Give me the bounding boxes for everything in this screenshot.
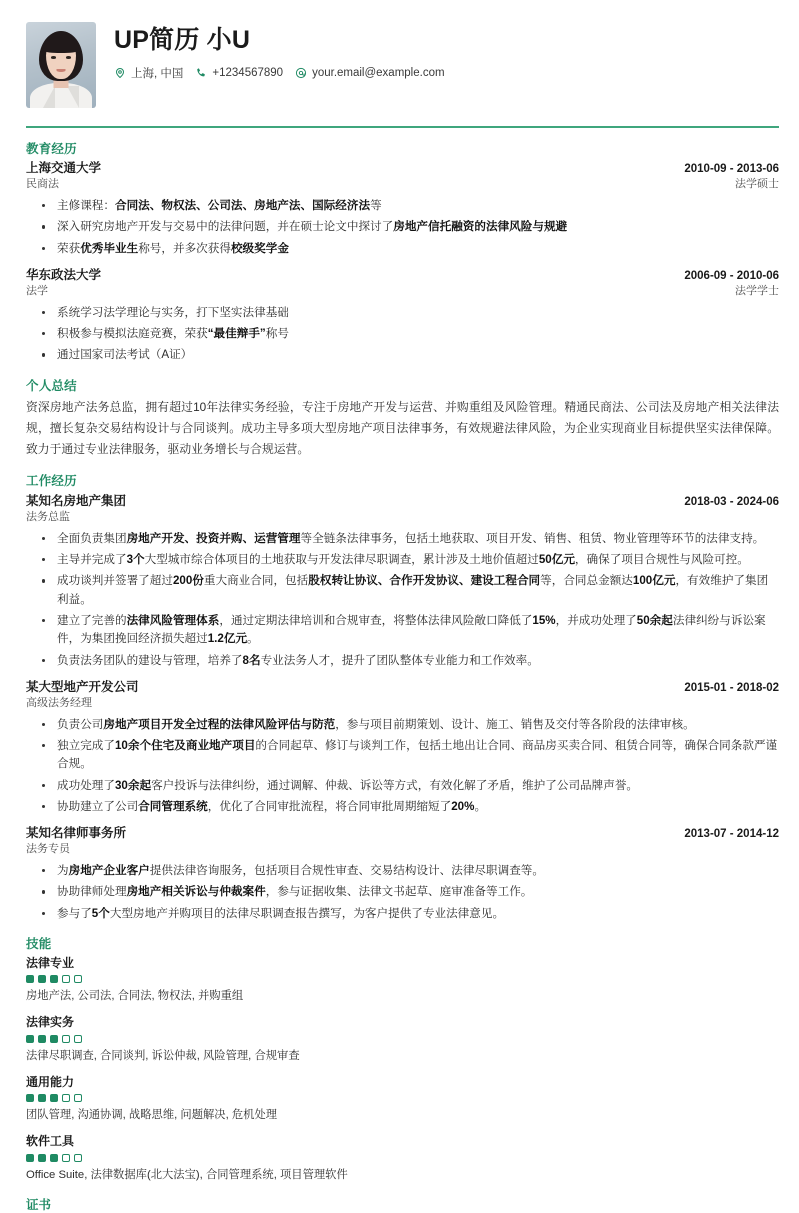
skill-dot-filled <box>38 1035 46 1043</box>
skill-items: Office Suite, 法律数据库(北大法宝), 合同管理系统, 项目管理软件 <box>26 1168 348 1181</box>
contact-list <box>114 65 445 81</box>
skill-name: 软件工具 <box>26 1134 75 1149</box>
skill-dot-empty <box>74 1154 82 1162</box>
entry-bullet-list <box>26 862 779 923</box>
entry-role: 法务总监 <box>26 510 70 523</box>
bullet-item: 通过国家司法考试（A证） <box>26 346 779 364</box>
entry-subheader <box>26 177 779 192</box>
entry-organization: 某知名房地产集团 <box>26 493 127 508</box>
resume-entry <box>26 679 779 816</box>
section-title-experience: 工作经历 <box>26 474 77 489</box>
avatar-lapel-right <box>67 86 79 108</box>
bullet-item: 建立了完善的法律风险管理体系，通过定期法律培训和合规审查，将整体法律风险敞口降低了15%，并成功处理了50余起法律纠纷与诉讼案件，为集团挽回经济损失超过1.2亿元。 <box>26 612 779 649</box>
avatar-eye-left <box>51 56 56 59</box>
skill-dot-filled <box>26 1035 34 1043</box>
skill-name: 通用能力 <box>26 1074 75 1089</box>
bullet-item: 深入研究房地产开发与交易中的法律问题，并在硕士论文中探讨了房地产信托融资的法律风险与规避 <box>26 218 779 236</box>
skill-dot-filled <box>50 1035 58 1043</box>
email-at-icon <box>295 67 307 79</box>
education-entries <box>26 160 779 364</box>
location-pin-icon <box>114 67 126 79</box>
bullet-item: 参与了5个大型房地产并购项目的法律尽职调查报告撰写，为客户提供了专业法律意见。 <box>26 905 779 923</box>
bullet-item: 系统学习法学理论与实务，打下坚实法律基础 <box>26 304 779 322</box>
skill-name: 法律专业 <box>26 955 75 970</box>
skill-entry <box>26 1134 779 1184</box>
skill-dot-filled <box>50 975 58 983</box>
skill-dot-filled <box>38 1094 46 1102</box>
resume-entry <box>26 267 779 365</box>
entry-degree: 法学学士 <box>735 284 779 297</box>
skill-dot-filled <box>26 975 34 983</box>
avatar-eye-right <box>66 56 71 59</box>
skill-items: 法律尽职调查, 合同谈判, 诉讼仲裁, 风险管理, 合规审查 <box>26 1049 300 1062</box>
phone-icon <box>195 67 207 79</box>
skill-dot-filled <box>26 1154 34 1162</box>
contact-location-value: 上海, 中国 <box>131 68 184 80</box>
bullet-item: 主导并完成了3个大型城市综合体项目的土地获取与开发法律尽职调查，累计涉及土地价值超过50亿元，确保了项目合规性与风险可控。 <box>26 551 779 569</box>
entry-period: 2018-03 - 2024-06 <box>684 495 779 508</box>
entry-subheader <box>26 510 779 525</box>
skill-entries <box>26 956 779 1184</box>
section-summary <box>26 379 779 461</box>
skill-dot-empty <box>74 1094 82 1102</box>
bullet-item: 主修课程：合同法、物权法、公司法、房地产法、国际经济法等 <box>26 197 779 215</box>
resume-header <box>26 22 779 126</box>
avatar-mouth <box>57 69 66 72</box>
skill-dot-filled <box>50 1154 58 1162</box>
bullet-item: 全面负责集团房地产开发、投资并购、运营管理等全链条法律事务，包括土地获取、项目开发、销售、租赁、物业管理等环节的法律支持。 <box>26 530 779 548</box>
section-experience <box>26 474 779 923</box>
avatar <box>26 22 96 108</box>
bullet-item: 积极参与模拟法庭竞赛，荣获“最佳辩手”称号 <box>26 325 779 343</box>
entry-period: 2006-09 - 2010-06 <box>684 269 779 282</box>
entry-period: 2015-01 - 2018-02 <box>684 681 779 694</box>
section-title-skills: 技能 <box>26 936 52 951</box>
section-skills <box>26 937 779 1184</box>
skill-dot-filled <box>26 1094 34 1102</box>
contact-email <box>295 67 444 79</box>
header-text-block <box>114 22 445 81</box>
entry-degree: 法学硕士 <box>735 178 779 191</box>
entry-bullet-list <box>26 304 779 365</box>
contact-email-value: your.email@example.com <box>312 67 445 79</box>
bullet-item: 协助建立了公司合同管理系统，优化了合同审批流程，将合同审批周期缩短了20%。 <box>26 798 779 816</box>
entry-bullet-list <box>26 716 779 817</box>
skill-entry <box>26 1015 779 1065</box>
skill-level-meter <box>26 1035 779 1043</box>
bullet-item: 独立完成了10余个住宅及商业地产项目的合同起草、修订与谈判工作，包括土地出让合同、商品房买卖合同、租赁合同等，确保合同条款严谨合规。 <box>26 737 779 774</box>
skill-dot-empty <box>62 975 70 983</box>
skill-items: 团队管理, 沟通协调, 战略思维, 问题解决, 危机处理 <box>26 1109 278 1122</box>
avatar-lapel-left <box>43 86 55 108</box>
entry-role: 民商法 <box>26 178 59 191</box>
entry-period: 2010-09 - 2013-06 <box>684 163 779 176</box>
section-education <box>26 142 779 365</box>
bullet-item: 成功处理了30余起客户投诉与法律纠纷，通过调解、仲裁、诉讼等方式，有效化解了矛盾，维护了公司品牌声誉。 <box>26 777 779 795</box>
skill-dot-filled <box>38 1154 46 1162</box>
entry-bullet-list <box>26 197 779 258</box>
entry-header <box>26 160 779 177</box>
skill-dot-filled <box>38 975 46 983</box>
skill-dot-empty <box>62 1094 70 1102</box>
entry-period: 2013-07 - 2014-12 <box>684 828 779 841</box>
entry-role: 高级法务经理 <box>26 696 92 709</box>
entry-header <box>26 267 779 284</box>
contact-phone-value: +1234567890 <box>212 67 284 79</box>
entry-subheader <box>26 284 779 299</box>
skill-dot-filled <box>50 1094 58 1102</box>
entry-organization: 上海交通大学 <box>26 161 102 176</box>
bullet-item: 荣获优秀毕业生称号，并多次获得校级奖学金 <box>26 240 779 258</box>
page-title: UP简历 小U <box>114 26 251 54</box>
section-title-education: 教育经历 <box>26 141 77 156</box>
skill-dot-empty <box>62 1154 70 1162</box>
section-title-certificates: 证书 <box>26 1197 52 1212</box>
bullet-item: 为房地产企业客户提供法律咨询服务，包括项目合规性审查、交易结构设计、法律尽职调查等。 <box>26 862 779 880</box>
section-title-summary: 个人总结 <box>26 378 77 393</box>
skill-dot-empty <box>74 1035 82 1043</box>
skill-dot-empty <box>74 975 82 983</box>
entry-bullet-list <box>26 530 779 670</box>
contact-phone <box>195 67 283 79</box>
entry-header <box>26 679 779 696</box>
skill-level-meter <box>26 1154 779 1162</box>
entry-subheader <box>26 842 779 857</box>
resume-entry <box>26 825 779 923</box>
entry-organization: 华东政法大学 <box>26 267 102 282</box>
skill-entry <box>26 956 779 1006</box>
bullet-item: 协助律师处理房地产相关诉讼与仲裁案件，参与证据收集、法律文书起草、庭审准备等工作。 <box>26 883 779 901</box>
summary-text: 资深房地产法务总监，拥有超过10年法律实务经验，专注于房地产开发与运营、并购重组及风险管理。精通民商法、公司法及房地产相关法律法规，擅长复杂交易结构设计与合同谈判。成功主导多项大型房地产项目法律事务，有效规避法律风险，为企业实现商业目标提供坚实法律保障。致力于通过专业法律服务，驱动业务增长与合规运营。 <box>26 400 779 457</box>
header-divider <box>26 126 779 128</box>
bullet-item: 负责公司房地产项目开发全过程的法律风险评估与防范，参与项目前期策划、设计、施工、销售及交付等各阶段的法律审核。 <box>26 716 779 734</box>
resume-entry <box>26 493 779 670</box>
bullet-item: 负责法务团队的建设与管理，培养了8名专业法务人才，提升了团队整体专业能力和工作效率。 <box>26 652 779 670</box>
skill-name: 法律实务 <box>26 1015 75 1030</box>
entry-subheader <box>26 696 779 711</box>
entry-role: 法务专员 <box>26 843 70 856</box>
skill-items: 房地产法, 公司法, 合同法, 物权法, 并购重组 <box>26 990 244 1003</box>
entry-organization: 某大型地产开发公司 <box>26 679 139 694</box>
entry-header <box>26 825 779 842</box>
entry-role: 法学 <box>26 284 48 297</box>
contact-location <box>114 65 183 81</box>
skill-level-meter <box>26 1094 779 1102</box>
entry-header <box>26 493 779 510</box>
bullet-item: 成功谈判并签署了超过200份重大商业合同，包括股权转让协议、合作开发协议、建设工程合同等，合同总金额达100亿元，有效维护了集团利益。 <box>26 572 779 609</box>
experience-entries <box>26 493 779 923</box>
skill-dot-empty <box>62 1035 70 1043</box>
entry-organization: 某知名律师事务所 <box>26 826 127 841</box>
resume-entry <box>26 160 779 258</box>
skill-entry <box>26 1075 779 1125</box>
skill-level-meter <box>26 975 779 983</box>
